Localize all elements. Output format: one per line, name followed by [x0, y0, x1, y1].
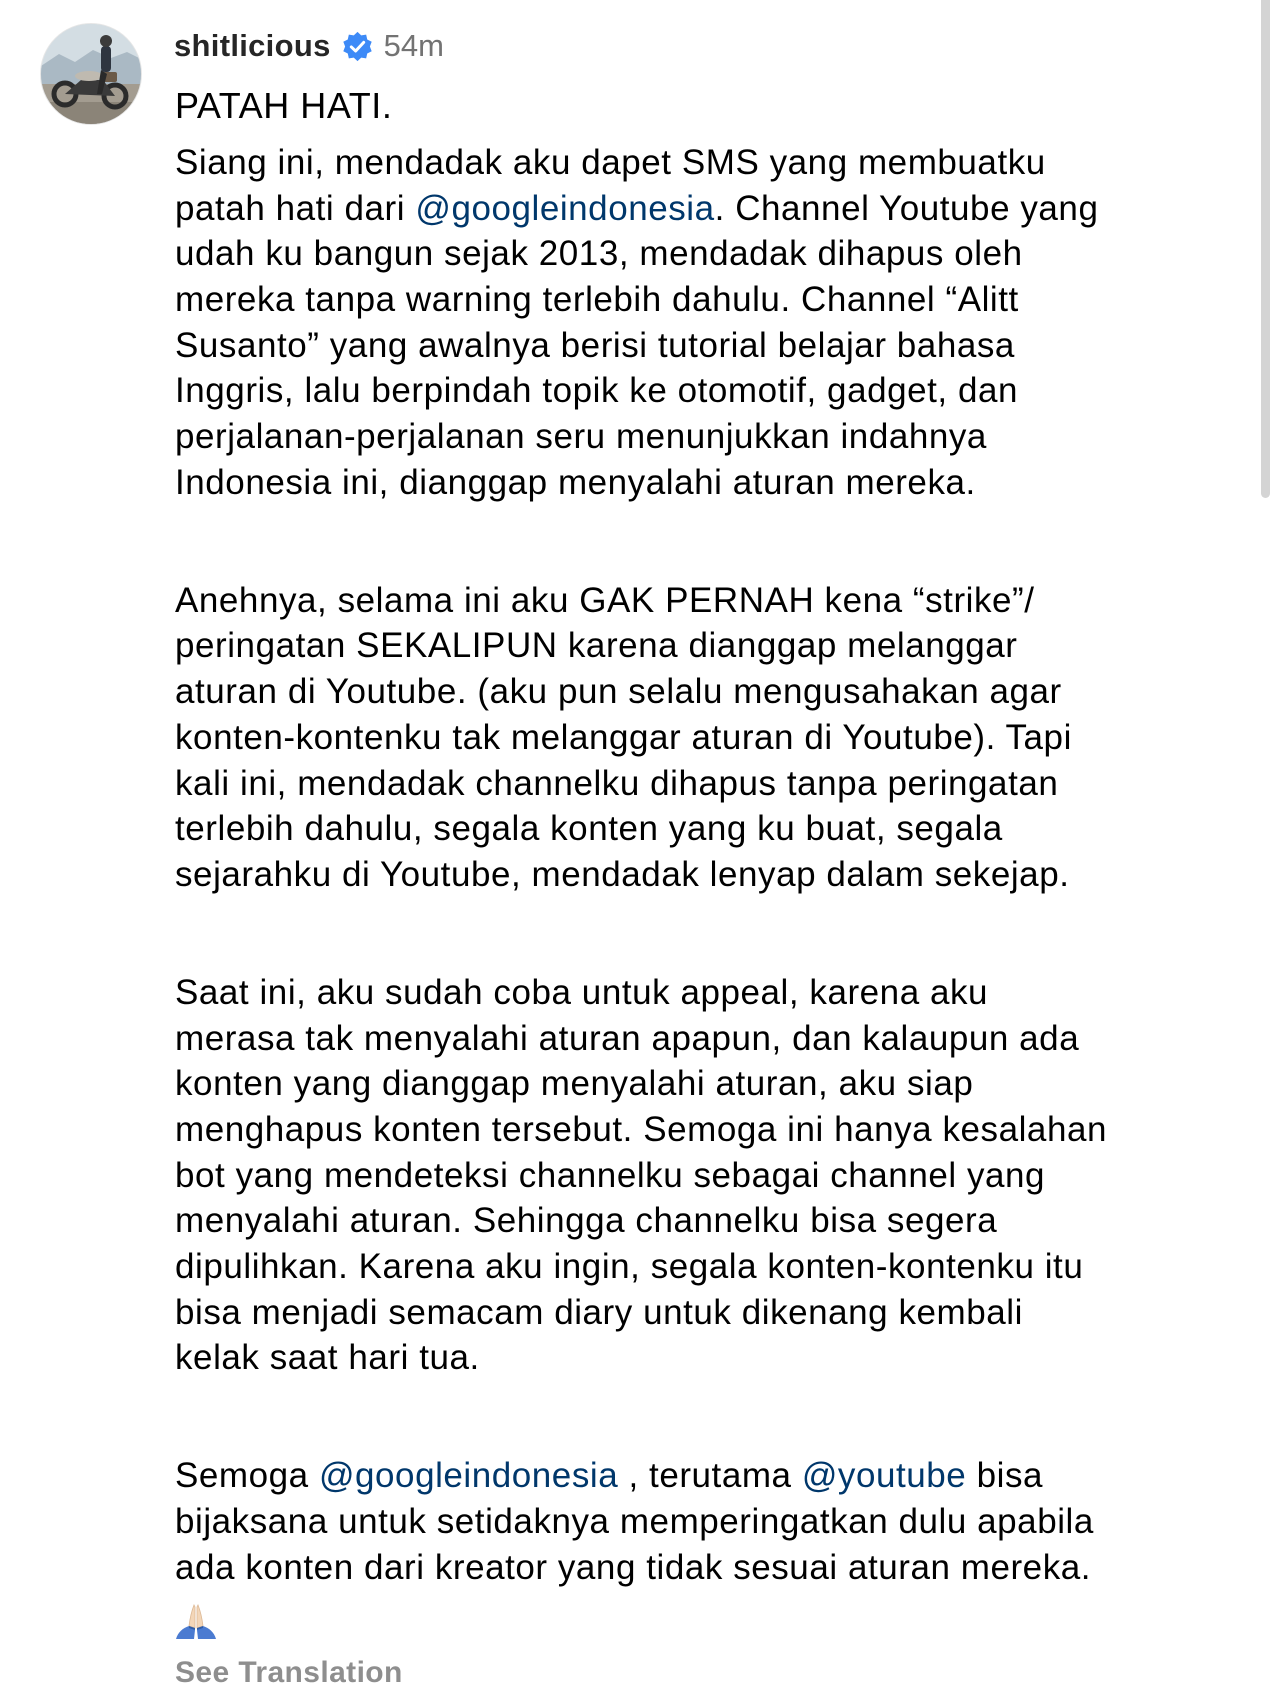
caption-text: Saat ini, aku sudah coba untuk appeal, karena aku — [175, 972, 989, 1012]
caption-paragraph — [175, 1453, 1255, 1636]
caption-text: bisa menjadi semacam diary untuk dikenang kembali — [175, 1292, 1023, 1332]
caption-line — [175, 578, 1255, 624]
caption-line — [175, 323, 1255, 369]
caption-line — [175, 1290, 1255, 1336]
see-translation-button[interactable]: See Translation — [175, 1656, 403, 1689]
caption-line — [175, 1198, 1255, 1244]
caption-text: aturan di Youtube. (aku pun selalu mengusahakan agar — [175, 672, 1062, 712]
caption-paragraphs — [175, 140, 1255, 1636]
caption-text: ada konten dari kreator yang tidak sesuai aturan mereka. — [175, 1547, 1092, 1587]
caption-line — [175, 715, 1255, 761]
caption-text: menghapus konten tersebut. Semoga ini hanya kesalahan — [175, 1109, 1107, 1149]
caption-text: konten yang dianggap menyalahi aturan, aku siap — [175, 1064, 974, 1104]
caption-line — [175, 1153, 1255, 1199]
caption-text: mereka tanpa warning terlebih dahulu. Channel “Alitt — [175, 280, 1019, 320]
emoji-line — [175, 1590, 1255, 1636]
avatar[interactable] — [40, 23, 142, 125]
caption-line — [175, 1545, 1255, 1591]
caption-line — [175, 852, 1255, 898]
caption-text: kali ini, mendadak channelku dihapus tanpa peringatan — [175, 763, 1059, 803]
caption-line — [175, 1107, 1255, 1153]
verified-badge-icon — [341, 30, 374, 63]
caption-line — [175, 140, 1255, 186]
caption-line — [175, 1499, 1255, 1545]
avatar-photo-icon — [41, 24, 142, 125]
post-header — [174, 26, 444, 66]
caption-line — [175, 186, 1255, 232]
caption-line — [175, 761, 1255, 807]
caption-text: perjalanan-perjalanan seru menunjukkan indahnya — [175, 417, 987, 457]
folded-hands-icon — [175, 1604, 217, 1640]
caption-line — [175, 669, 1255, 715]
caption-text: menyalahi aturan. Sehingga channelku bisa segera — [175, 1201, 998, 1241]
caption-paragraph — [175, 970, 1255, 1381]
caption-text: Indonesia ini, dianggap menyalahi aturan mereka. — [175, 462, 976, 502]
caption-text: bisa — [966, 1456, 1044, 1496]
caption-line — [175, 460, 1255, 506]
caption-line — [175, 1335, 1255, 1381]
caption-text: Anehnya, selama ini aku GAK PERNAH kena “strike”/ — [175, 580, 1035, 620]
username-link[interactable]: shitlicious — [174, 28, 331, 63]
caption-text: konten-kontenku tak melanggar aturan di Youtube). Tapi — [175, 717, 1072, 757]
caption-text: udah ku bangun sejak 2013, mendadak dihapus oleh — [175, 234, 1023, 274]
caption-text: kelak saat hari tua. — [175, 1338, 480, 1378]
caption-line — [175, 414, 1255, 460]
caption-line — [175, 368, 1255, 414]
timestamp: 54m — [383, 28, 444, 63]
caption-text: bot yang mendeteksi channelku sebagai channel yang — [175, 1155, 1046, 1195]
caption-line — [175, 623, 1255, 669]
caption-text: , terutama — [618, 1456, 802, 1496]
caption-paragraph — [175, 578, 1255, 898]
caption-paragraph — [175, 140, 1255, 506]
mention-link[interactable]: @youtube — [801, 1456, 967, 1496]
caption-line — [175, 1453, 1255, 1499]
caption-line — [175, 1244, 1255, 1290]
caption-text: Semoga — [175, 1456, 319, 1496]
caption-line — [175, 1061, 1255, 1107]
caption-text: bijaksana untuk setidaknya memperingatkan dulu apabila — [175, 1502, 1094, 1542]
caption-text: dipulihkan. Karena aku ingin, segala konten-kontenku itu — [175, 1247, 1084, 1287]
mention-link[interactable]: @googleindonesia — [318, 1456, 619, 1496]
caption-text: Susanto” yang awalnya berisi tutorial belajar bahasa — [175, 325, 1015, 365]
caption-line — [175, 1016, 1255, 1062]
caption-text: sejarahku di Youtube, mendadak lenyap dalam sekejap. — [175, 854, 1070, 894]
caption-text: . Channel Youtube yang — [714, 188, 1099, 228]
caption-line — [175, 277, 1255, 323]
post-caption — [175, 83, 1255, 1636]
caption-title: PATAH HATI. — [175, 85, 393, 126]
caption-text: peringatan SEKALIPUN karena dianggap melanggar — [175, 626, 1018, 666]
caption-text: patah hati dari — [175, 188, 416, 228]
caption-line — [175, 970, 1255, 1016]
caption-text: Inggris, lalu berpindah topik ke otomotif, gadget, dan — [175, 371, 1019, 411]
mention-link[interactable]: @googleindonesia — [415, 188, 715, 228]
caption-line — [175, 806, 1255, 852]
caption-text: merasa tak menyalahi aturan apapun, dan kalaupun ada — [175, 1018, 1080, 1058]
caption-text: terlebih dahulu, segala konten yang ku buat, segala — [175, 809, 1003, 849]
scrollbar-thumb[interactable] — [1261, 0, 1270, 498]
caption-text: Siang ini, mendadak aku dapet SMS yang membuatku — [175, 142, 1046, 182]
caption-line — [175, 231, 1255, 277]
